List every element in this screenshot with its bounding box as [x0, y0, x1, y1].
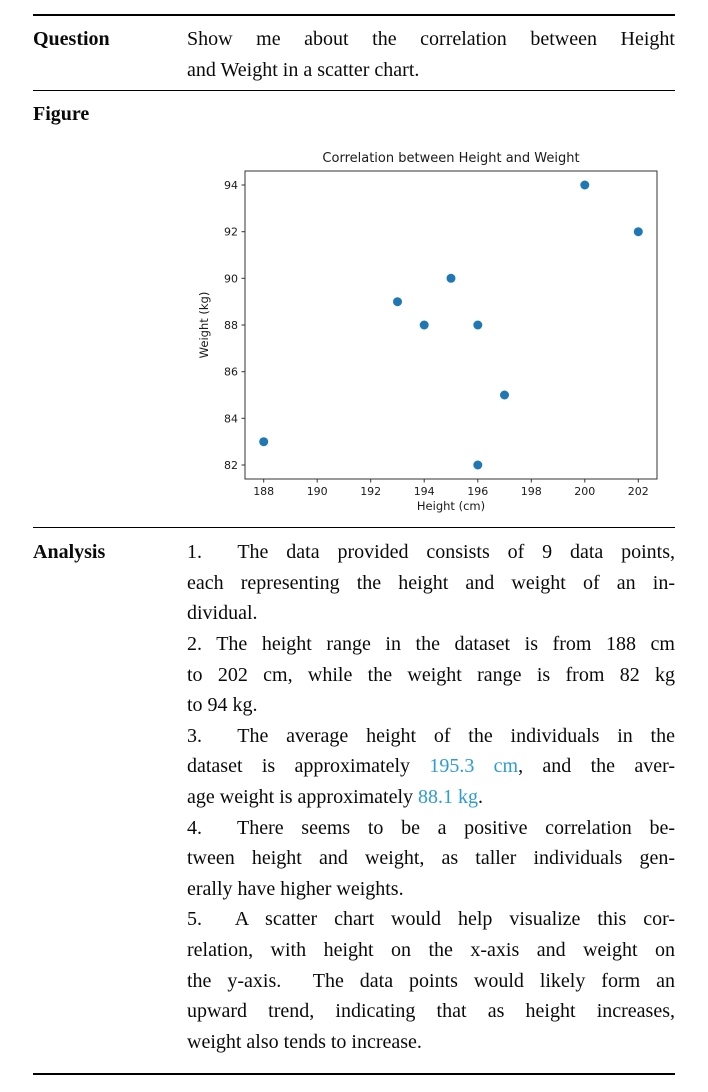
text-segment: dataset is approximately [187, 755, 430, 778]
chart-title: Correlation between Height and Weight [322, 151, 580, 167]
divider-rule [33, 527, 675, 528]
y-tick-label: 92 [224, 225, 238, 239]
text-segment: age weight is approximately [187, 785, 419, 808]
x-tick-label: 200 [574, 485, 596, 499]
y-tick-label: 94 [224, 179, 238, 193]
analysis-label: Analysis [33, 541, 106, 564]
y-tick-label: 84 [224, 412, 238, 426]
figure-label: Figure [33, 103, 90, 126]
text-segment: relation, with height on the x-axis and weight on [187, 938, 675, 961]
x-tick-label: 202 [627, 485, 649, 499]
bottom-rule [33, 1073, 675, 1075]
text-segment: weight also tends to increase. [187, 1030, 422, 1053]
text-segment: erally have higher weights. [187, 877, 404, 900]
text-line [187, 874, 675, 905]
plot-frame [245, 171, 657, 479]
x-tick-label: 188 [253, 485, 275, 499]
text-line [187, 782, 675, 813]
question-row [0, 24, 708, 85]
highlight-value: 195.3 cm [429, 755, 519, 778]
y-tick-label: 82 [224, 459, 238, 473]
x-tick-label: 196 [467, 485, 489, 499]
text-segment: the y-axis. The data points would likely form an [187, 969, 675, 992]
text-segment: each representing the height and weight of an in- [187, 571, 675, 594]
text-line [187, 55, 675, 86]
text-line [187, 843, 675, 874]
text-line [187, 813, 675, 844]
text-segment: , and the aver- [518, 755, 675, 778]
data-point [259, 437, 268, 446]
x-axis-label: Height (cm) [416, 499, 486, 514]
data-point [473, 461, 482, 470]
x-tick-label: 194 [413, 485, 435, 499]
text-segment: and Weight in a scatter chart. [187, 58, 420, 81]
text-line [187, 996, 675, 1027]
data-point [420, 321, 429, 330]
text-segment: dividual. [187, 602, 258, 625]
data-point [580, 181, 589, 190]
question-text [187, 24, 675, 85]
y-tick-label: 90 [224, 272, 238, 286]
text-line [187, 537, 675, 568]
highlight-value: 88.1 kg [418, 785, 479, 808]
y-tick-label: 86 [224, 365, 238, 379]
text-line [187, 1027, 675, 1058]
analysis-row [0, 537, 708, 1057]
text-line [187, 629, 675, 660]
data-point [447, 274, 456, 283]
text-line [187, 24, 675, 55]
text-segment: 1. The data provided consists of 9 data points, [187, 541, 675, 564]
data-point [634, 227, 643, 236]
text-segment: to 202 cm, while the weight range is from 82 kg [187, 663, 675, 686]
text-segment: Show me about the correlation between Height [187, 28, 675, 50]
text-line [187, 598, 675, 629]
figure-row [0, 91, 708, 514]
text-line [187, 904, 675, 935]
data-point [393, 297, 402, 306]
text-line [187, 690, 675, 721]
x-tick-label: 192 [360, 485, 382, 499]
text-line [187, 721, 675, 752]
figure-chart-container [186, 142, 706, 514]
text-line [187, 660, 675, 691]
text-segment: 4. There seems to be a positive correlation be- [187, 816, 675, 839]
data-point [500, 391, 509, 400]
text-segment: tween height and weight, as taller individuals gen- [187, 847, 675, 870]
analysis-text [187, 537, 675, 1057]
text-segment: to 94 kg. [187, 694, 258, 717]
question-label: Question [33, 28, 110, 50]
scatter-chart [186, 142, 706, 514]
y-axis-label: Weight (kg) [197, 291, 211, 359]
text-line [187, 568, 675, 599]
text-line [187, 966, 675, 997]
text-segment: . [478, 785, 484, 808]
top-rule [33, 14, 675, 16]
text-line [187, 935, 675, 966]
text-segment: upward trend, indicating that as height increases, [187, 1000, 675, 1023]
data-point [473, 321, 482, 330]
x-tick-label: 190 [306, 485, 328, 499]
y-tick-label: 88 [224, 319, 238, 333]
text-segment: 5. A scatter chart would help visualize this cor- [187, 908, 675, 931]
text-line [187, 751, 675, 782]
x-tick-label: 198 [520, 485, 542, 499]
text-segment: 3. The average height of the individuals in the [187, 724, 675, 747]
text-segment: 2. The height range in the dataset is from 188 cm [187, 632, 675, 655]
